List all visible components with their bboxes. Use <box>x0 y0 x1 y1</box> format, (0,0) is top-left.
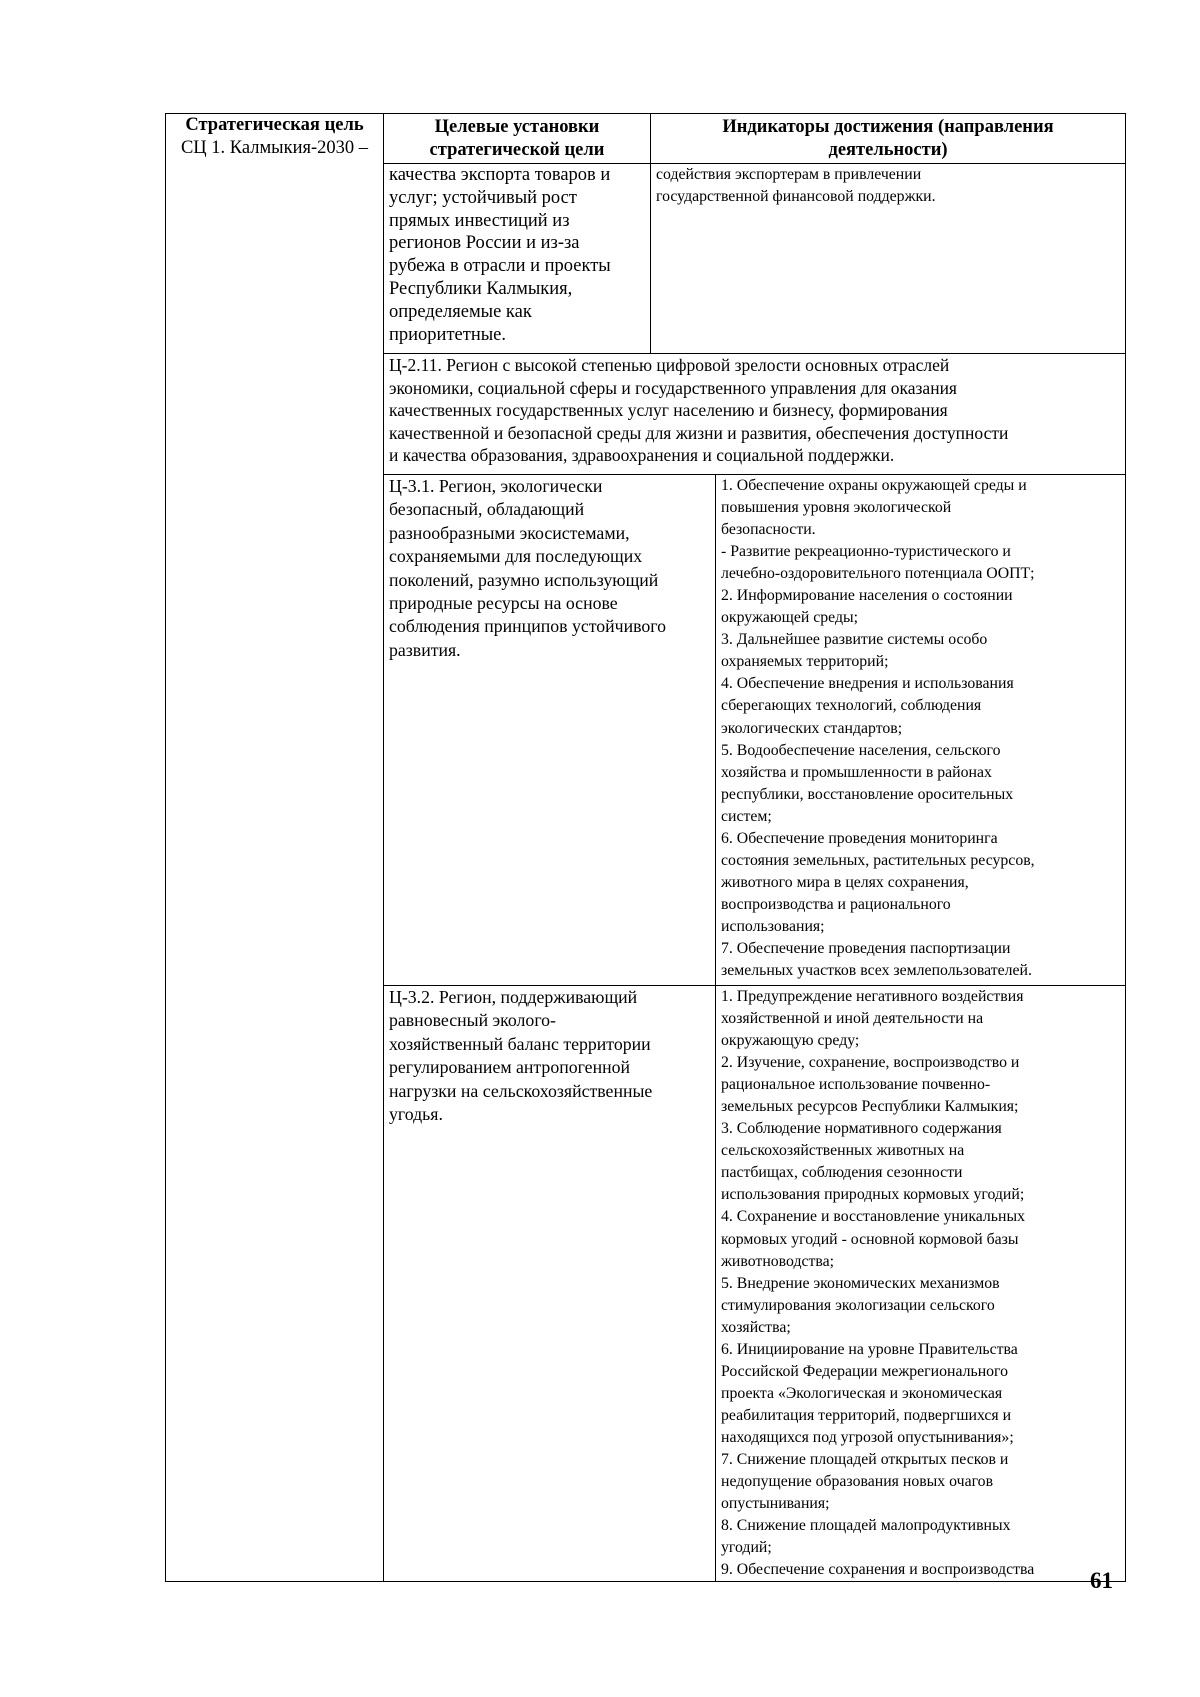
goal-3-1-cell: Ц-3.1. Регион, экологически безопасный, обладающий разнообразными экосистемами, сохраняемыми для последующих поколений, разумно использующий природные ресурсы на основе соблюдения принципов устойчивого развития. <box>384 475 716 986</box>
page-number: 61 <box>1090 1568 1113 1593</box>
col3-header: Индикаторы достижения (направления деятельности) <box>651 114 1126 164</box>
indicator-3-1-cell: 1. Обеспечение охраны окружающей среды и повышения уровня экологической безопасности. - Развитие рекреационно-туристического и лечебно-оздоровительного потенциала ООПТ; 2. Информирование населения о состоянии окружающей среды; 3. Дальнейшее развитие системы особо охраняемых территорий; 4. Обеспечение внедрения и использования сберегающих технологий, соблюдения экологических стандартов; 5. Водообеспечение населения, сельского хозяйства и промышленности в районах республики, восстановление оросительных систем; 6. Обеспечение проведения мониторинга состояния земельных, растительных ресурсов, животного мира в целях сохранения, воспроизводства и рационального использования; 7. Обеспечение проведения паспортизации земельных участков всех землепользователей. <box>716 475 1126 986</box>
goal-cell-continuation <box>384 164 651 354</box>
indicator-cell-continuation: содействия экспортерам в привлечении государственной финансовой поддержки. <box>651 164 1126 354</box>
col2-header: Целевые установки стратегической цели <box>384 114 651 164</box>
strategy-table <box>165 113 1126 1582</box>
col1-header: Стратегическая цель <box>185 115 364 135</box>
goal-2-11-cell: Ц-2.11. Регион с высокой степенью цифровой зрелости основных отраслей экономики, социальной сферы и государственного управления для оказания качественных государственных услуг населению и бизнесу, формирования качественной и безопасной среды для жизни и развития, обеспечения доступности и качества образования, здравоохранения и социальной поддержки. <box>384 354 1126 475</box>
indicator-3-2-cell: 1. Предупреждение негативного воздействия хозяйственной и иной деятельности на окружающую среду; 2. Изучение, сохранение, воспроизводство и рациональное использование почвенно- земельных ресурсов Республики Калмыкия; 3. Соблюдение нормативного содержания сельскохозяйственных животных на пастбищах, соблюдения сезонности использования природных кормовых угодий; 4. Сохранение и восстановление уникальных кормовых угодий - основной кормовой базы животноводства; 5. Внедрение экономических механизмов стимулирования экологизации сельского хозяйства; 6. Инициирование на уровне Правительства Российской Федерации межрегионального проекта «Экологическая и экономическая реабилитация территорий, подвергшихся и находящихся под угрозой опустынивания»; 7. Снижение площадей открытых песков и недопущение образования новых очагов опустынивания; 8. Снижение площадей малопродуктивных угодий; 9. Обеспечение сохранения и воспроизводства <box>716 986 1126 1582</box>
strategic-goal-label: СЦ 1. Калмыкия-2030 – <box>180 138 369 158</box>
goal-lines: качества экспорта товаров и услуг; устойчивый рост прямых инвестиций из регионов России и из-за рубежа в отрасли и проекты Республики Калмыкия, определяемые как приоритетные. <box>389 165 611 345</box>
table-header-row <box>166 114 1126 164</box>
strategic-goal-cell <box>166 114 384 1582</box>
goal-3-2-cell: Ц-3.2. Регион, поддерживающий равновесный эколого- хозяйственный баланс территории регулированием антропогенной нагрузки на сельскохозяйственные угодья. <box>384 986 716 1582</box>
